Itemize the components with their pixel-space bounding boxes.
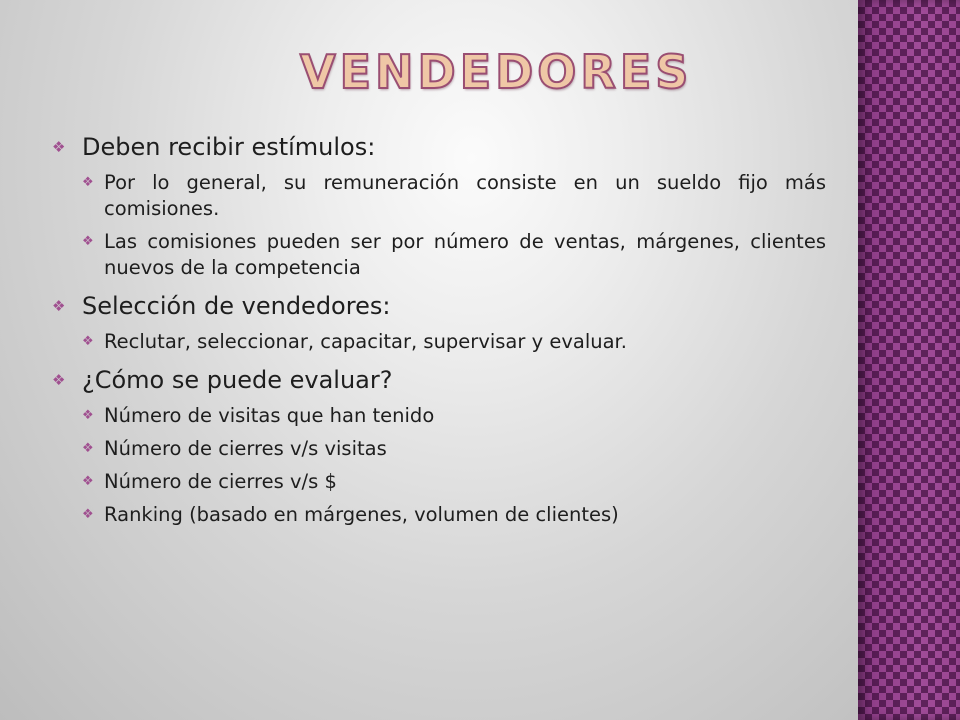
slide-content <box>52 132 826 538</box>
four-pointed-star-icon: ❖ <box>82 408 94 423</box>
sub-bullet-text: Reclutar, seleccionar, capacitar, supervisar y evaluar. <box>104 330 627 353</box>
bullet-heading-text: Selección de vendedores: <box>82 292 391 320</box>
section-estimulos <box>52 132 826 281</box>
sub-bullet-text: Ranking (basado en márgenes, volumen de clientes) <box>104 503 619 526</box>
four-pointed-star-icon: ❖ <box>52 371 66 389</box>
sub-bullet-text: Número de cierres v/s $ <box>104 470 337 493</box>
sub-bullet <box>82 469 826 495</box>
four-pointed-star-icon: ❖ <box>52 297 66 315</box>
bullet-heading <box>52 365 826 395</box>
decorative-side-panel <box>858 0 960 720</box>
four-pointed-star-icon: ❖ <box>82 234 94 249</box>
sub-bullet-text: Número de cierres v/s visitas <box>104 437 387 460</box>
four-pointed-star-icon: ❖ <box>82 474 94 489</box>
four-pointed-star-icon: ❖ <box>82 507 94 522</box>
sub-bullet-text: Las comisiones pueden ser por número de ventas, márgenes, clientes nuevos de la competencia <box>104 230 826 279</box>
sub-bullet-text: Número de visitas que han tenido <box>104 404 435 427</box>
four-pointed-star-icon: ❖ <box>82 334 94 349</box>
sub-bullet <box>82 436 826 462</box>
bullet-heading-text: ¿Cómo se puede evaluar? <box>82 366 393 394</box>
sub-bullet <box>82 170 826 222</box>
bullet-heading-text: Deben recibir estímulos: <box>82 133 376 161</box>
sub-bullet <box>82 329 826 355</box>
section-evaluar <box>52 365 826 528</box>
bullet-heading <box>52 291 826 321</box>
four-pointed-star-icon: ❖ <box>82 175 94 190</box>
sub-bullet <box>82 229 826 281</box>
sub-bullet <box>82 502 826 528</box>
four-pointed-star-icon: ❖ <box>82 441 94 456</box>
bullet-heading <box>52 132 826 162</box>
section-seleccion <box>52 291 826 355</box>
four-pointed-star-icon: ❖ <box>52 138 66 156</box>
sub-bullet-text: Por lo general, su remuneración consiste en un sueldo fijo más comisiones. <box>104 171 826 220</box>
slide-title: VENDEDORES <box>300 45 693 99</box>
sub-bullet <box>82 403 826 429</box>
